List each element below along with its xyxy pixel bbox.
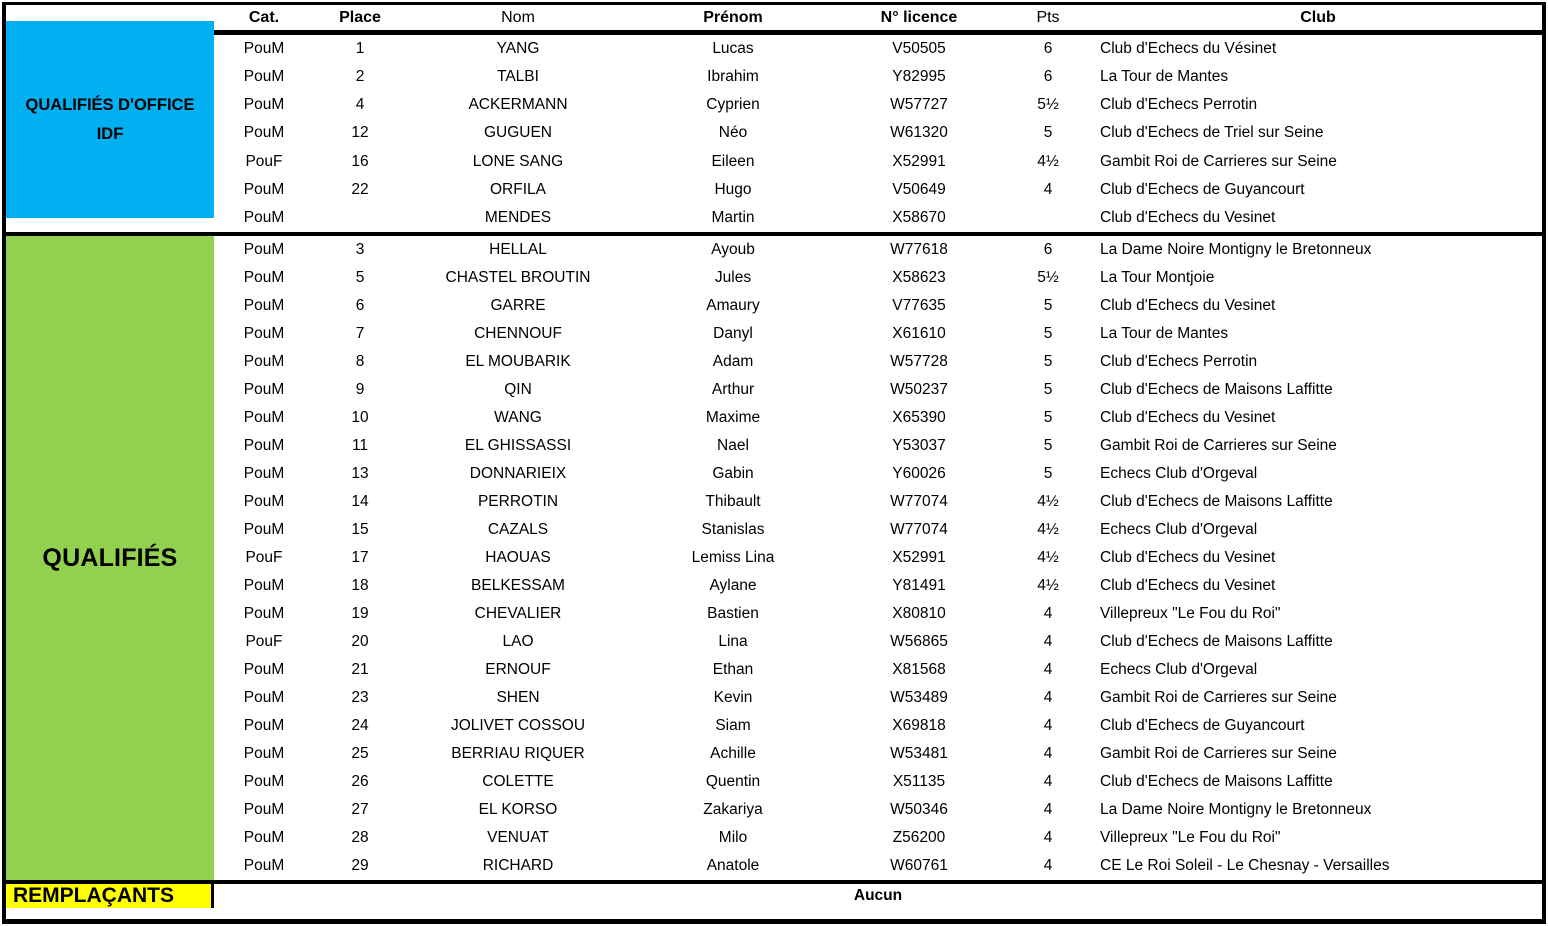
cell-pts: 5 — [1043, 124, 1053, 142]
cell-club: La Dame Noire Montigny le Bretonneux — [1100, 241, 1372, 258]
cell-place: 15 — [351, 521, 369, 538]
cell-licence: W77074 — [890, 493, 948, 510]
table-row — [214, 684, 1542, 712]
cell-licence: W61320 — [890, 124, 948, 142]
table-row — [214, 656, 1542, 684]
cell-licence: V50505 — [892, 40, 946, 58]
col-header-pts: Pts — [1036, 8, 1060, 26]
cell-licence: X81568 — [892, 661, 946, 678]
cell-place: 3 — [355, 241, 365, 258]
table-row — [214, 824, 1542, 852]
cell-club: Club d'Echecs de Maisons Laffitte — [1100, 493, 1333, 510]
cell-licence: W50346 — [890, 801, 948, 818]
section-label-remplacants — [6, 884, 214, 908]
cell-licence: X69818 — [892, 717, 946, 734]
table-row — [214, 852, 1542, 880]
cell-prenom: Ethan — [712, 661, 754, 678]
cell-nom: HELLAL — [489, 241, 547, 258]
cell-nom: EL MOUBARIK — [465, 353, 571, 370]
cell-licence: W53481 — [890, 745, 948, 762]
cell-prenom: Gabin — [712, 465, 754, 482]
cell-licence: X80810 — [892, 605, 946, 622]
cell-pts: 4 — [1043, 829, 1053, 846]
cell-place: 12 — [351, 124, 369, 142]
cell-pts: 5 — [1043, 353, 1053, 370]
cell-pts: 5½ — [1037, 96, 1059, 114]
cell-cat: PouM — [243, 521, 285, 538]
cell-cat: PouM — [243, 745, 285, 762]
cell-club: Club d'Echecs Perrotin — [1100, 353, 1258, 370]
cell-pts: 4 — [1043, 717, 1053, 734]
section-rows — [214, 884, 1542, 908]
cell-cat: PouM — [243, 381, 285, 398]
cell-cat: PouM — [243, 493, 285, 510]
cell-prenom: Bastien — [707, 605, 759, 622]
cell-place: 27 — [351, 801, 369, 818]
cell-licence: Y82995 — [892, 68, 946, 86]
cell-place: 10 — [351, 409, 369, 426]
cell-cat: PouM — [243, 409, 285, 426]
cell-place: 26 — [351, 773, 369, 790]
table-header-row — [6, 5, 1542, 35]
cell-nom: EL GHISSASSI — [464, 437, 572, 454]
table-row — [214, 376, 1542, 404]
cell-prenom: Thibault — [705, 493, 761, 510]
cell-prenom: Zakariya — [703, 801, 763, 818]
table-row — [214, 796, 1542, 824]
cell-prenom: Arthur — [711, 381, 755, 398]
table-row — [214, 544, 1542, 572]
cell-licence: W57727 — [890, 96, 948, 114]
section-label-line: QUALIFIÉS — [42, 543, 178, 572]
table-row — [214, 63, 1542, 91]
cell-licence: Y60026 — [892, 465, 946, 482]
cell-club: Club d'Echecs de Maisons Laffitte — [1100, 381, 1333, 398]
cell-cat: PouM — [243, 773, 285, 790]
cell-prenom: Lemiss Lina — [691, 549, 775, 566]
cell-licence: W57728 — [890, 353, 948, 370]
cell-place: 1 — [355, 40, 365, 58]
cell-club: Echecs Club d'Orgeval — [1100, 661, 1258, 678]
section-rows — [214, 236, 1542, 880]
cell-club: Villepreux "Le Fou du Roi" — [1100, 605, 1281, 622]
cell-club: Gambit Roi de Carrieres sur Seine — [1100, 689, 1337, 706]
table-row — [214, 460, 1542, 488]
section-label-line: REMPLAÇANTS — [13, 884, 174, 907]
cell-pts: 5 — [1043, 465, 1053, 482]
cell-licence: Z56200 — [892, 829, 946, 846]
cell-place: 4 — [355, 96, 365, 114]
cell-place: 24 — [351, 717, 369, 734]
cell-nom: LONE SANG — [472, 152, 564, 170]
cell-club: La Tour Montjoie — [1100, 269, 1215, 286]
cell-prenom: Milo — [718, 829, 748, 846]
cell-prenom: Kevin — [713, 689, 753, 706]
col-header-place: Place — [339, 8, 381, 26]
cell-cat: PouM — [243, 465, 285, 482]
cell-pts: 6 — [1043, 40, 1053, 58]
cell-prenom: Maxime — [705, 409, 761, 426]
cell-club: Club d'Echecs de Maisons Laffitte — [1100, 773, 1333, 790]
cell-cat: PouM — [243, 801, 285, 818]
section-label-line: QUALIFIÉS D'OFFICE — [25, 95, 195, 114]
cell-club: Club d'Echecs de Maisons Laffitte — [1100, 633, 1333, 650]
cell-prenom: Eileen — [711, 152, 755, 170]
table-row — [214, 236, 1542, 264]
cell-nom: PERROTIN — [477, 493, 559, 510]
cell-nom: CHENNOUF — [474, 325, 562, 342]
cell-pts: 4 — [1043, 857, 1053, 874]
cell-prenom: Ibrahim — [707, 68, 759, 86]
cell-nom: GARRE — [490, 297, 546, 314]
cell-place: 11 — [351, 437, 369, 454]
cell-club: Echecs Club d'Orgeval — [1100, 465, 1258, 482]
cell-cat: PouF — [245, 633, 283, 650]
cell-prenom: Lucas — [712, 40, 754, 58]
table-row — [214, 404, 1542, 432]
cell-prenom: Achille — [710, 745, 756, 762]
table-row — [214, 148, 1542, 176]
cell-pts: 4 — [1043, 180, 1053, 198]
cell-prenom: Siam — [715, 717, 751, 734]
cell-cat: PouM — [243, 241, 285, 258]
cell-cat: PouM — [243, 96, 285, 114]
cell-pts: 4 — [1043, 689, 1053, 706]
cell-cat: PouM — [243, 269, 285, 286]
cell-prenom: Néo — [718, 124, 748, 142]
cell-pts: 4 — [1043, 661, 1053, 678]
cell-prenom: Quentin — [705, 773, 761, 790]
table-row — [214, 348, 1542, 376]
cell-club: Club d'Echecs de Guyancourt — [1100, 717, 1305, 734]
cell-club: Club d'Echecs du Vesinet — [1100, 208, 1276, 226]
section-remplacants — [6, 880, 1542, 908]
cell-nom: WANG — [494, 409, 542, 426]
cell-licence: X58670 — [892, 208, 946, 226]
cell-licence: Y81491 — [892, 577, 946, 594]
table-row — [214, 600, 1542, 628]
cell-prenom: Adam — [712, 353, 754, 370]
cell-club: La Tour de Mantes — [1100, 68, 1229, 86]
cell-licence: W60761 — [890, 857, 948, 874]
cell-pts: 4 — [1043, 801, 1053, 818]
cell-place: 9 — [355, 381, 365, 398]
cell-place: 18 — [351, 577, 369, 594]
cell-prenom: Stanislas — [701, 521, 765, 538]
cell-cat: PouM — [243, 180, 285, 198]
cell-cat: PouM — [243, 40, 285, 58]
cell-pts: 5 — [1043, 325, 1053, 342]
cell-place: 20 — [351, 633, 369, 650]
cell-pts: 4½ — [1037, 493, 1059, 510]
table-row — [214, 516, 1542, 544]
table-row — [214, 432, 1542, 460]
cell-club: La Dame Noire Montigny le Bretonneux — [1100, 801, 1372, 818]
cell-pts: 5 — [1043, 297, 1053, 314]
cell-nom: GUGUEN — [483, 124, 553, 142]
table-row — [214, 119, 1542, 147]
cell-licence: W50237 — [890, 381, 948, 398]
cell-licence: X52991 — [892, 152, 946, 170]
cell-nom: LAO — [502, 633, 534, 650]
cell-place: 16 — [351, 152, 369, 170]
table-row — [214, 628, 1542, 656]
cell-pts: 4½ — [1037, 152, 1059, 170]
cell-place: 7 — [355, 325, 365, 342]
cell-place: 5 — [355, 269, 365, 286]
cell-nom: VENUAT — [487, 829, 549, 846]
cell-place: 17 — [351, 549, 369, 566]
cell-cat: PouM — [243, 325, 285, 342]
cell-pts: 4 — [1043, 745, 1053, 762]
cell-cat: PouM — [243, 605, 285, 622]
table-row — [214, 712, 1542, 740]
cell-pts: 4½ — [1037, 577, 1059, 594]
section-label-line: IDF — [96, 124, 124, 143]
cell-place: 22 — [351, 180, 369, 198]
cell-cat: PouM — [243, 208, 285, 226]
section-qualifies — [6, 232, 1542, 880]
cell-club: Club d'Echecs de Triel sur Seine — [1100, 124, 1324, 142]
cell-nom: HAOUAS — [485, 549, 551, 566]
cell-nom: RICHARD — [482, 857, 554, 874]
cell-prenom: Lina — [718, 633, 748, 650]
cell-pts: 5 — [1043, 381, 1053, 398]
col-header-nom: Nom — [501, 8, 535, 26]
table-row — [214, 264, 1542, 292]
cell-cat: PouM — [243, 124, 285, 142]
cell-nom: JOLIVET COSSOU — [450, 717, 586, 734]
cell-club: La Tour de Mantes — [1100, 325, 1229, 342]
cell-nom: CAZALS — [487, 521, 549, 538]
table-row — [214, 768, 1542, 796]
cell-place: 2 — [355, 68, 365, 86]
cell-place: 28 — [351, 829, 369, 846]
cell-club: Gambit Roi de Carrieres sur Seine — [1100, 745, 1337, 762]
cell-club: CE Le Roi Soleil - Le Chesnay - Versailles — [1100, 857, 1390, 874]
cell-prenom: Nael — [717, 437, 749, 454]
section-rows — [214, 35, 1542, 232]
cell-club: Club d'Echecs du Vésinet — [1100, 40, 1277, 58]
table-row — [214, 35, 1542, 63]
cell-nom: ACKERMANN — [468, 96, 568, 114]
cell-place: 21 — [351, 661, 369, 678]
cell-place: 8 — [355, 353, 365, 370]
cell-prenom: Anatole — [706, 857, 760, 874]
cell-cat: PouF — [245, 549, 283, 566]
table-row — [214, 91, 1542, 119]
section-qualifies-d-office-idf — [6, 35, 1542, 232]
cell-place: 14 — [351, 493, 369, 510]
cell-club: Club d'Echecs de Guyancourt — [1100, 180, 1305, 198]
table-row — [214, 572, 1542, 600]
cell-prenom: Danyl — [713, 325, 753, 342]
cell-licence: X52991 — [892, 549, 946, 566]
cell-licence: W53489 — [890, 689, 948, 706]
cell-nom: ERNOUF — [485, 661, 551, 678]
cell-nom: CHEVALIER — [474, 605, 562, 622]
cell-club: Villepreux "Le Fou du Roi" — [1100, 829, 1281, 846]
cell-nom: YANG — [496, 40, 540, 58]
cell-cat: PouM — [243, 661, 285, 678]
table-row — [214, 320, 1542, 348]
cell-cat: PouM — [243, 717, 285, 734]
cell-nom: BERRIAU RIQUER — [451, 745, 585, 762]
cell-cat: PouM — [243, 577, 285, 594]
cell-cat: PouM — [243, 437, 285, 454]
cell-nom: COLETTE — [482, 773, 554, 790]
cell-licence: V50649 — [892, 180, 946, 198]
cell-club: Club d'Echecs du Vesinet — [1100, 577, 1276, 594]
cell-nom: EL KORSO — [478, 801, 558, 818]
cell-licence: W77618 — [890, 241, 948, 258]
col-header-club: Club — [1300, 8, 1336, 26]
table-row — [214, 292, 1542, 320]
cell-club: Gambit Roi de Carrieres sur Seine — [1100, 437, 1337, 454]
cell-cat: PouM — [243, 68, 285, 86]
cell-licence: Y53037 — [892, 437, 946, 454]
cell-place: 6 — [355, 297, 365, 314]
cell-nom: SHEN — [496, 689, 540, 706]
cell-pts: 4½ — [1037, 521, 1059, 538]
note-aucun: Aucun — [853, 887, 903, 904]
cell-prenom: Jules — [714, 269, 752, 286]
cell-pts: 5 — [1043, 437, 1053, 454]
cell-cat: PouM — [243, 353, 285, 370]
cell-pts: 6 — [1043, 68, 1053, 86]
cell-club: Club d'Echecs Perrotin — [1100, 96, 1258, 114]
cell-prenom: Cyprien — [706, 96, 760, 114]
cell-club: Echecs Club d'Orgeval — [1100, 521, 1258, 538]
cell-nom: QIN — [504, 381, 532, 398]
cell-prenom: Aylane — [709, 577, 757, 594]
cell-licence: X61610 — [892, 325, 946, 342]
cell-cat: PouF — [245, 152, 283, 170]
qualification-table — [2, 2, 1546, 924]
col-header-prenom: Prénom — [703, 8, 763, 26]
cell-licence: X65390 — [892, 409, 946, 426]
section-label-qualifies-d-office-idf — [6, 21, 214, 218]
cell-nom: TALBI — [497, 68, 539, 86]
cell-nom: BELKESSAM — [471, 577, 565, 594]
cell-prenom: Ayoub — [711, 241, 755, 258]
cell-licence: V77635 — [892, 297, 946, 314]
cell-place: 23 — [351, 689, 369, 706]
cell-place: 25 — [351, 745, 369, 762]
cell-nom: ORFILA — [490, 180, 546, 198]
cell-pts: 4 — [1043, 633, 1053, 650]
cell-nom: MENDES — [484, 208, 552, 226]
cell-pts: 4 — [1043, 773, 1053, 790]
cell-licence: W77074 — [890, 521, 948, 538]
table-row — [214, 740, 1542, 768]
cell-prenom: Hugo — [714, 180, 752, 198]
cell-cat: PouM — [243, 829, 285, 846]
cell-cat: PouM — [243, 857, 285, 874]
cell-place: 19 — [351, 605, 369, 622]
cell-licence: X51135 — [892, 773, 946, 790]
cell-pts: 5½ — [1037, 269, 1059, 286]
cell-club: Gambit Roi de Carrieres sur Seine — [1100, 152, 1337, 170]
table-row — [214, 176, 1542, 204]
cell-club: Club d'Echecs du Vesinet — [1100, 549, 1276, 566]
col-header-cat: Cat. — [248, 8, 280, 26]
section-label-qualifies — [6, 236, 214, 880]
cell-pts: 4½ — [1037, 549, 1059, 566]
cell-prenom: Amaury — [706, 297, 760, 314]
cell-prenom: Martin — [711, 208, 755, 226]
cell-cat: PouM — [243, 689, 285, 706]
cell-licence: X58623 — [892, 269, 946, 286]
cell-pts: 4 — [1043, 605, 1053, 622]
table-row — [214, 204, 1542, 232]
cell-pts: 5 — [1043, 409, 1053, 426]
table-row — [214, 488, 1542, 516]
cell-place: 13 — [351, 465, 369, 482]
cell-place: 29 — [351, 857, 369, 874]
cell-pts: 6 — [1043, 241, 1053, 258]
cell-nom: DONNARIEIX — [469, 465, 567, 482]
cell-licence: W56865 — [890, 633, 948, 650]
col-header-licence: N° licence — [880, 8, 958, 26]
cell-cat: PouM — [243, 297, 285, 314]
cell-club: Club d'Echecs du Vesinet — [1100, 297, 1276, 314]
cell-nom: CHASTEL BROUTIN — [445, 269, 591, 286]
cell-club: Club d'Echecs du Vesinet — [1100, 409, 1276, 426]
